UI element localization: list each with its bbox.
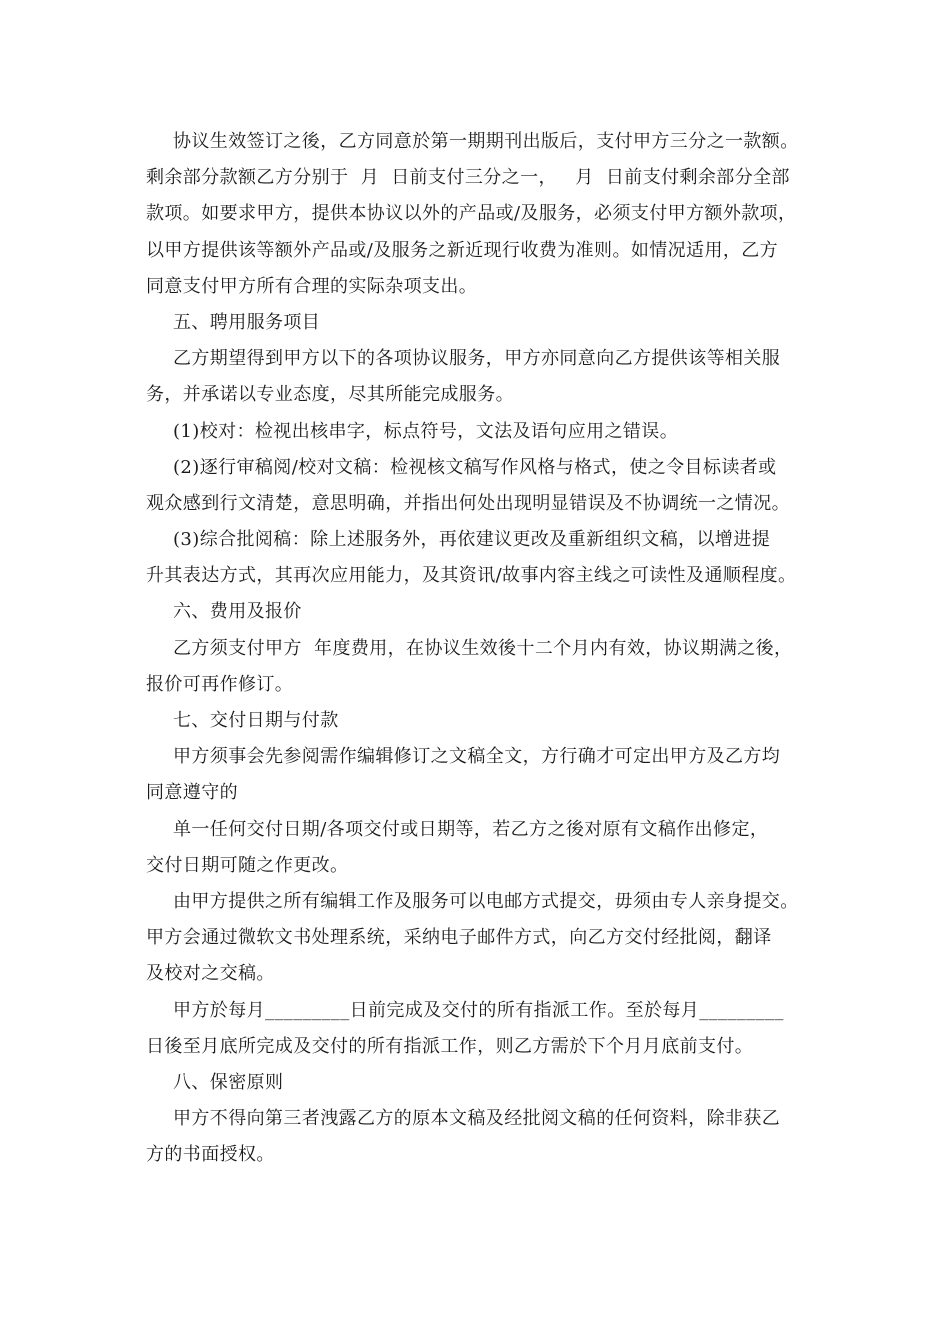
list-item: (1)校对：检视出核串字，标点符号，文法及语句应用之错误。 bbox=[173, 420, 679, 442]
paragraph-line: 务，并承诺以专业态度，尽其所能完成服务。 bbox=[146, 384, 514, 406]
document-body bbox=[146, 124, 826, 1173]
paragraph-line: 日後至月底所完成及交付的所有指派工作，则乙方需於下个月月底前支付。 bbox=[146, 1035, 754, 1057]
list-item: (3)综合批阅稿：除上述服务外，再依建议更改及重新组织文稿，以增进提 bbox=[173, 529, 771, 551]
paragraph-line: 款项。如要求甲方，提供本协议以外的产品或/及服务，必须支付甲方额外款项， bbox=[146, 203, 797, 225]
section-heading: 八、保密原则 bbox=[173, 1071, 284, 1093]
paragraph-line: 乙方须支付甲方 年度费用，在协议生效後十二个月内有效，协议期满之後， bbox=[173, 637, 793, 659]
paragraph-line: 以甲方提供该等额外产品或/及服务之新近现行收费为准则。如情况适用，乙方 bbox=[146, 239, 779, 261]
list-item: (2)逐行审稿阅/校对文稿：检视核文稿写作风格与格式，使之令目标读者或 bbox=[173, 456, 777, 478]
section-heading: 七、交付日期与付款 bbox=[173, 710, 339, 731]
paragraph-line: 同意支付甲方所有合理的实际杂项支出。 bbox=[146, 275, 478, 297]
section-heading: 六、费用及报价 bbox=[173, 601, 302, 623]
paragraph-line: 甲方不得向第三者洩露乙方的原本文稿及经批阅文稿的任何资料，除非获乙 bbox=[173, 1108, 781, 1130]
paragraph-line: 乙方期望得到甲方以下的各项协议服务，甲方亦同意向乙方提供该等相关服 bbox=[173, 348, 781, 370]
paragraph-line: 方的书面授权。 bbox=[146, 1144, 275, 1166]
paragraph-line: 报价可再作修订。 bbox=[146, 673, 294, 695]
paragraph-line: 由甲方提供之所有编辑工作及服务可以电邮方式提交，毋须由专人亲身提交。 bbox=[173, 890, 799, 912]
paragraph-line: 剩余部分款额乙方分别于 月 日前支付三分之一， 月 日前支付剩余部分全部 bbox=[146, 167, 790, 189]
section-heading: 五、聘用服务项目 bbox=[173, 311, 321, 333]
paragraph-line: 及校对之交稿。 bbox=[146, 963, 275, 985]
paragraph-line: 甲方於每月_________日前完成及交付的所有指派工作。至於每月_________ bbox=[173, 999, 784, 1021]
paragraph-line: 观众感到行文清楚，意思明确，并指出何处出现明显错误及不协调统一之情况。 bbox=[146, 492, 790, 514]
paragraph-line: 甲方须事会先参阅需作编辑修订之文稿全文，方行确才可定出甲方及乙方均 bbox=[173, 746, 781, 768]
paragraph-line: 甲方会通过微软文书处理系统，采纳电子邮件方式，向乙方交付经批阅，翻译 bbox=[146, 927, 772, 949]
paragraph-line: 升其表达方式，其再次应用能力，及其资讯/故事内容主线之可读性及通顺程度。 bbox=[146, 565, 797, 587]
paragraph-line: 协议生效签订之後，乙方同意於第一期期刊出版后，支付甲方三分之一款额。 bbox=[173, 131, 799, 152]
paragraph-line: 交付日期可随之作更改。 bbox=[146, 854, 349, 876]
paragraph-line: 单一任何交付日期/各项交付或日期等，若乙方之後对原有文稿作出修定， bbox=[173, 818, 769, 840]
paragraph-line: 同意遵守的 bbox=[146, 782, 238, 804]
